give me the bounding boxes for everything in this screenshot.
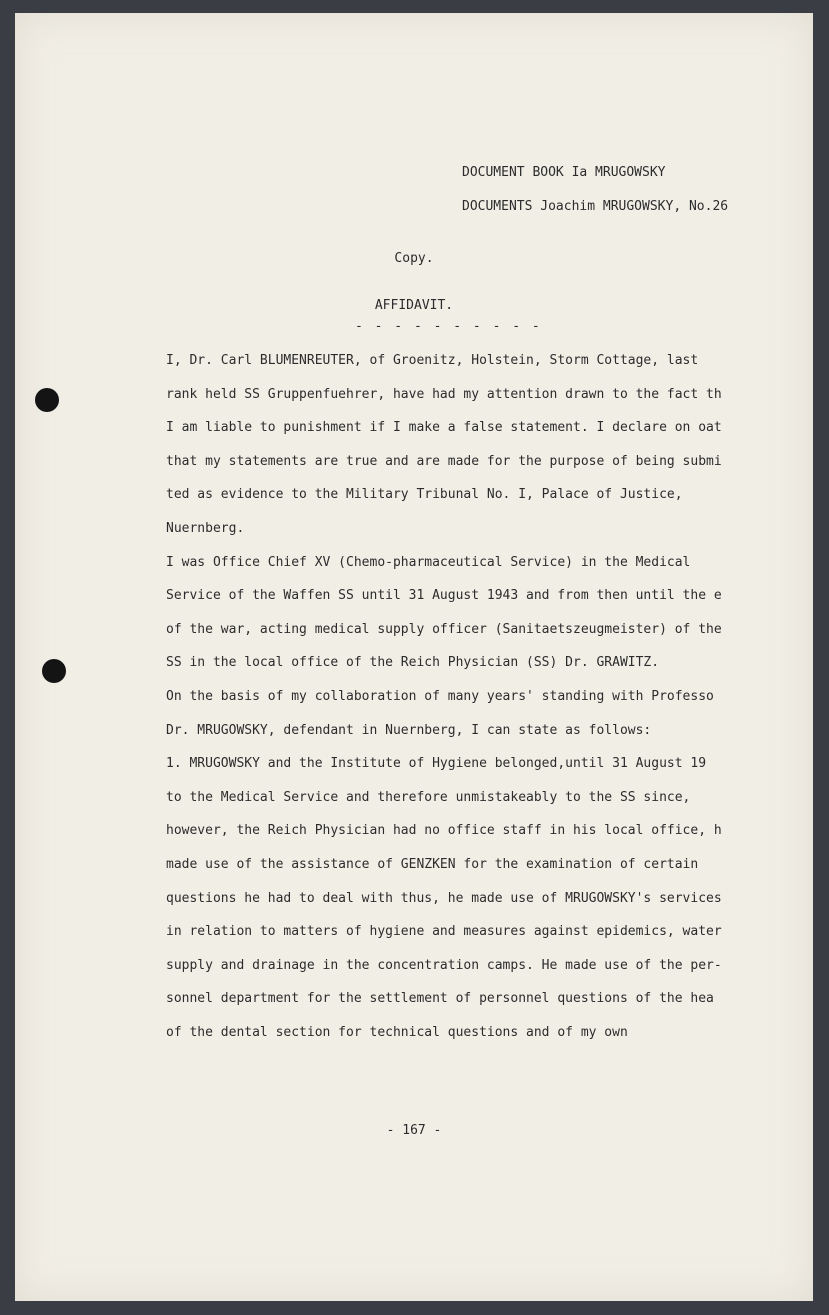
body-line: SS in the local office of the Reich Physician (SS) Dr. GRAWITZ. — [166, 655, 660, 671]
body-line: Service of the Waffen SS until 31 August 1943 and from then until the e — [166, 588, 722, 604]
body-line: ted as evidence to the Military Tribunal No. I, Palace of Justice, — [166, 487, 683, 503]
body-line: to the Medical Service and therefore unmistakeably to the SS since, — [166, 789, 691, 805]
body-line: Dr. MRUGOWSKY, defendant in Nuernberg, I can state as follows: — [166, 722, 652, 738]
body-line: of the war, acting medical supply officer (Sanitaetszeugmeister) of the — [166, 621, 722, 637]
body-line: in relation to matters of hygiene and measures against epidemics, water — [166, 924, 722, 940]
body-line: On the basis of my collaboration of many years' standing with Professo — [166, 688, 714, 704]
body-line: sonnel department for the settlement of personnel questions of the hea — [166, 991, 714, 1007]
punch-hole-top — [35, 388, 59, 412]
page-number: - 167 - — [386, 1123, 442, 1138]
body-line: 1. MRUGOWSKY and the Institute of Hygiene belonged,until 31 August 19 — [166, 756, 707, 772]
body-line: supply and drainage in the concentration camps. He made use of the per- — [166, 957, 722, 973]
copy-label: Copy. — [394, 251, 434, 266]
body-line: I was Office Chief XV (Chemo-pharmaceutical Service) in the Medical — [166, 554, 691, 570]
body-line: made use of the assistance of GENZKEN for the examination of certain — [166, 856, 699, 872]
body-line: of the dental section for technical questions and of my own — [166, 1024, 628, 1040]
title-underline: - - - - - - - - - - — [355, 319, 542, 334]
body-line: I am liable to punishment if I make a false statement. I declare on oat — [166, 420, 722, 436]
body-line: that my statements are true and are made for the purpose of being submi — [166, 453, 722, 469]
document-book-header: DOCUMENT BOOK Ia MRUGOWSKY — [462, 165, 666, 180]
body-line: I, Dr. Carl BLUMENREUTER, of Groenitz, Holstein, Storm Cottage, last — [166, 353, 699, 368]
punch-hole-bottom — [42, 659, 66, 683]
body-line: however, the Reich Physician had no office staff in his local office, h — [166, 823, 722, 839]
body-line: questions he had to deal with thus, he made use of MRUGOWSKY's services — [166, 890, 722, 906]
body-line: rank held SS Gruppenfuehrer, have had my attention drawn to the fact th — [166, 386, 722, 402]
affidavit-title: AFFIDAVIT. — [374, 298, 454, 313]
affidavit-body — [166, 344, 756, 1049]
document-page — [15, 13, 813, 1301]
body-line: Nuernberg. — [166, 520, 245, 536]
documents-header: DOCUMENTS Joachim MRUGOWSKY, No.26 — [462, 199, 729, 214]
